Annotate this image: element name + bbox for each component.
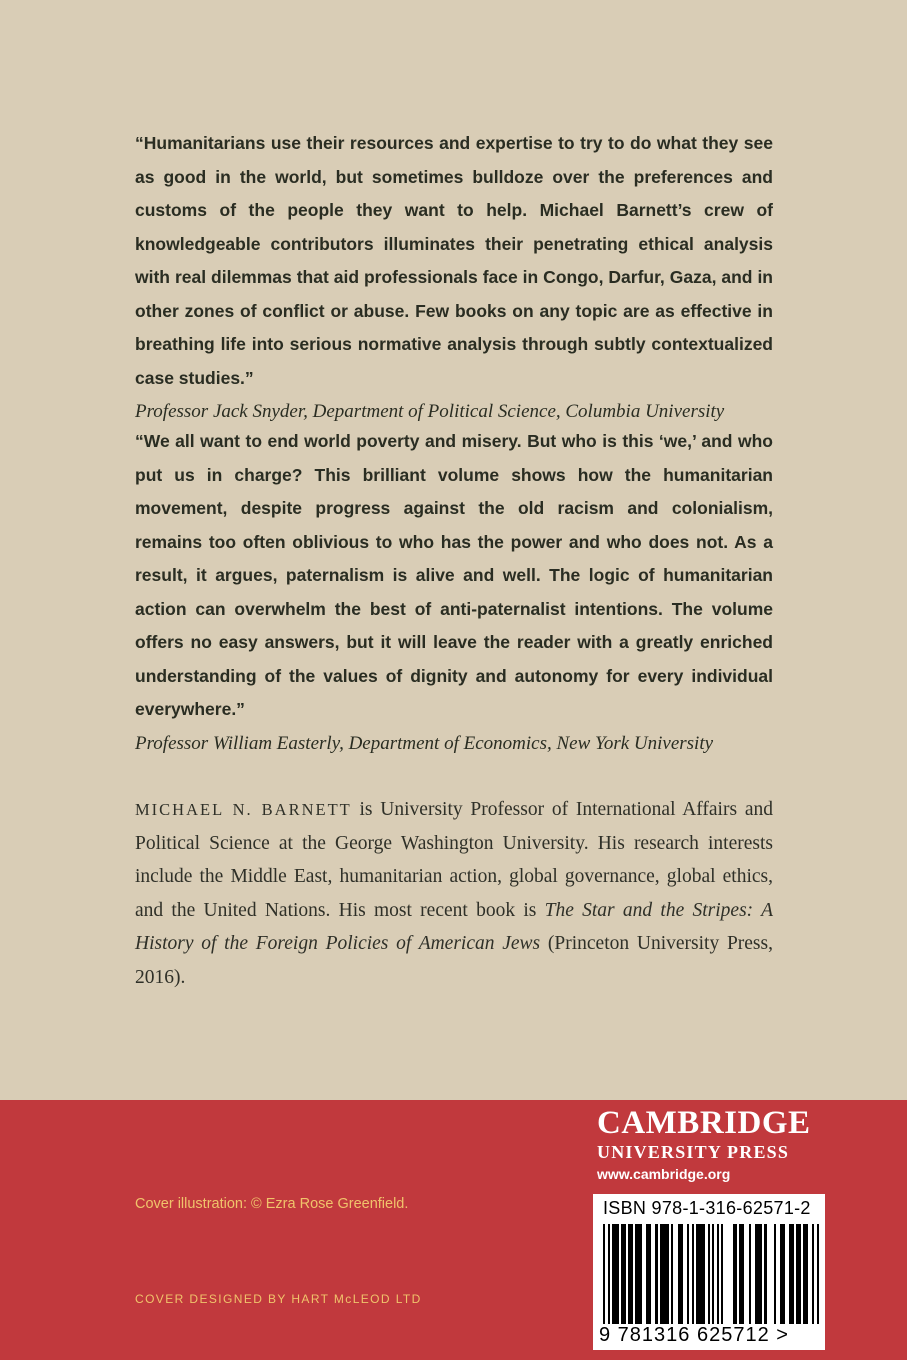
- quote-text: “Humanitarians use their resources and expertise to try to do what they see as good in the world, but sometimes bulldoze over the preferences and customs of the people they want to help. Michael Barnett’s crew of knowledgeable contributors illuminates their penetrating ethical analysis with real dilemmas that aid professionals face in Congo, Darfur, Gaza, and in other zones of conflict or abuse. Few books on any topic are as effective in breathing life into serious normative analysis through subtly contextualized case studies.”: [135, 133, 773, 388]
- barcode-bar: [612, 1224, 619, 1324]
- endorsement-quote-1: [135, 127, 773, 429]
- publisher-name: CAMBRIDGE: [597, 1105, 811, 1141]
- publisher-logo: [597, 1105, 827, 1185]
- barcode-bar: [739, 1224, 744, 1324]
- barcode-bar: [717, 1224, 719, 1324]
- barcode-bar: [655, 1224, 657, 1324]
- barcode-digits: 9 781316 625712 >: [599, 1324, 789, 1346]
- barcode-bar: [603, 1224, 605, 1324]
- barcode-bar: [621, 1224, 626, 1324]
- barcode-bar: [708, 1224, 710, 1324]
- barcode-bar: [796, 1224, 801, 1324]
- book-title: The Star and the Stripes: A History of the Foreign Policies of American Jews: [135, 899, 773, 954]
- barcode-bar: [803, 1224, 808, 1324]
- quote-text: “We all want to end world poverty and misery. But who is this ‘we,’ and who put us in charge? This brilliant volume shows how the humanitarian movement, despite progress against the old racism and colonialism, remains too often oblivious to who has the power and who does not. As a result, it argues, paternalism is alive and well. The logic of humanitarian action can overwhelm the best of anti-paternalist intentions. The volume offers no easy answers, but it will leave the reader with a greatly enriched understanding of the values of dignity and autonomy for every individual everywhere.”: [135, 431, 773, 719]
- endorsement-quote-2: [135, 425, 773, 760]
- cover-red-band: [0, 1100, 907, 1360]
- quote-attribution: Professor William Easterly, Department of Economics, New York University: [135, 732, 714, 754]
- barcode-bar: [812, 1224, 814, 1324]
- cover-designer-credit: COVER DESIGNED BY HART McLEOD LTD: [135, 1292, 422, 1306]
- bio-text-2: (Princeton University Press, 2016).: [135, 933, 773, 988]
- barcode-bar: [817, 1224, 819, 1324]
- publisher-url: www.cambridge.org: [597, 1166, 731, 1182]
- isbn-barcode: [593, 1194, 825, 1350]
- barcode-bar: [780, 1224, 785, 1324]
- cover-illustration-credit: Cover illustration: © Ezra Rose Greenfield.: [135, 1196, 409, 1212]
- barcode-bar: [635, 1224, 642, 1324]
- barcode-bar: [678, 1224, 683, 1324]
- barcode-bar: [764, 1224, 766, 1324]
- author-name: MICHAEL N. BARNETT: [135, 800, 352, 819]
- barcode-bar: [687, 1224, 689, 1324]
- barcode-bar: [692, 1224, 694, 1324]
- barcode-bars: [603, 1224, 819, 1324]
- barcode-bar: [749, 1224, 751, 1324]
- barcode-bar: [660, 1224, 669, 1324]
- barcode-bar: [671, 1224, 673, 1324]
- isbn-label: ISBN 978-1-316-62571-2: [603, 1198, 811, 1218]
- barcode-bar: [646, 1224, 651, 1324]
- barcode-bar: [721, 1224, 723, 1324]
- bio-text-1: is University Professor of International Affairs and Political Science at the George Washington University. His research interests include the Middle East, humanitarian action, global governance, global ethics, and the United Nations. His most recent book is: [135, 799, 773, 921]
- barcode-bar: [628, 1224, 633, 1324]
- barcode-bar: [608, 1224, 610, 1324]
- quote-attribution: Professor Jack Snyder, Department of Political Science, Columbia University: [135, 401, 725, 422]
- barcode-bar: [755, 1224, 762, 1324]
- barcode-bar: [789, 1224, 794, 1324]
- barcode-bar: [712, 1224, 714, 1324]
- publisher-press: UNIVERSITY PRESS: [597, 1142, 790, 1162]
- author-bio: [135, 793, 773, 994]
- barcode-bar: [774, 1224, 776, 1324]
- barcode-bar: [733, 1224, 738, 1324]
- barcode-bar: [696, 1224, 705, 1324]
